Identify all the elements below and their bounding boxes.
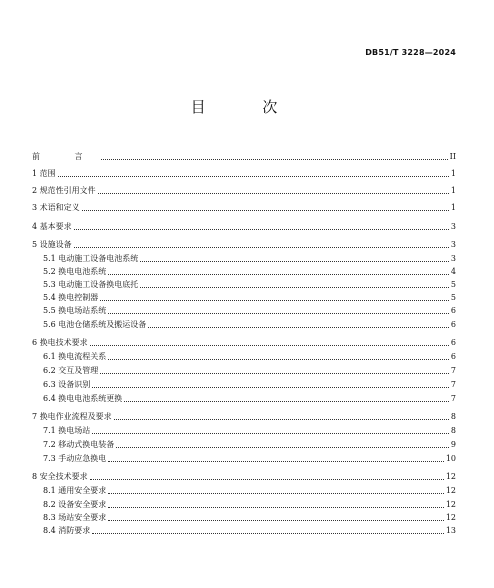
toc-entry[interactable]: [43, 306, 456, 316]
toc-entry-page: 4: [450, 267, 456, 276]
toc-entry-page: 13: [445, 526, 456, 535]
toc-entry[interactable]: [43, 394, 456, 404]
toc-entry-page: 7: [450, 380, 456, 389]
toc-entry[interactable]: [43, 440, 456, 450]
toc-leader-dots: [124, 400, 449, 402]
toc-leader-dots: [92, 532, 444, 534]
toc-entry[interactable]: [43, 366, 456, 376]
standard-code: DB51/T 3228—2024: [365, 48, 456, 57]
page-title: 目 次: [190, 98, 304, 116]
toc-entry[interactable]: [32, 152, 456, 162]
toc-entry[interactable]: [43, 513, 456, 523]
toc-entry-label: 8.3 场站安全要求: [43, 513, 107, 522]
toc-entry-page: 8: [450, 412, 456, 421]
toc-leader-dots: [108, 492, 444, 494]
toc-entry-label: 5.2 换电电池系统: [43, 267, 107, 276]
toc-entry[interactable]: [32, 203, 456, 213]
toc-entry[interactable]: [43, 293, 456, 303]
toc-entry-page: 6: [450, 320, 456, 329]
toc-entry-page: 6: [450, 338, 456, 347]
toc-leader-dots: [148, 326, 449, 328]
toc-entry-label: 前 言: [32, 152, 99, 161]
toc-entry-label: 6.2 交互及管理: [43, 366, 99, 375]
toc-entry[interactable]: [32, 186, 456, 196]
toc-entry-label: 7.3 手动应急换电: [43, 454, 107, 463]
toc-leader-dots: [108, 460, 444, 462]
toc-entry[interactable]: [43, 500, 456, 510]
toc-entry-page: 6: [450, 352, 456, 361]
toc-entry-label: 8 安全技术要求: [32, 472, 88, 481]
toc-entry[interactable]: [43, 320, 456, 330]
toc-leader-dots: [92, 386, 449, 388]
toc-entry-label: 8.1 通用安全要求: [43, 486, 107, 495]
toc-entry-label: 4 基本要求: [32, 222, 72, 231]
toc-entry-label: 5.4 换电控制器: [43, 293, 99, 302]
toc-entry-page: 7: [450, 366, 456, 375]
toc-leader-dots: [74, 246, 449, 248]
toc-leader-dots: [82, 209, 449, 211]
toc-leader-dots: [100, 372, 449, 374]
toc-entry[interactable]: [43, 426, 456, 436]
toc-entry-page: 3: [450, 222, 456, 231]
toc-leader-dots: [101, 158, 448, 160]
toc-entry-label: 6.1 换电流程关系: [43, 352, 107, 361]
toc-leader-dots: [114, 418, 449, 420]
toc-entry[interactable]: [43, 526, 456, 536]
toc-entry[interactable]: [43, 280, 456, 290]
toc-entry-page: II: [449, 152, 456, 161]
toc-leader-dots: [116, 446, 449, 448]
toc-entry[interactable]: [43, 486, 456, 496]
toc-leader-dots: [74, 228, 449, 230]
toc-entry-page: 9: [450, 440, 456, 449]
toc-leader-dots: [108, 519, 444, 521]
toc-entry-label: 8.2 设备安全要求: [43, 500, 107, 509]
toc-entry-label: 6 换电技术要求: [32, 338, 88, 347]
toc-entry-label: 6.3 设备识别: [43, 380, 91, 389]
toc-entry-label: 8.4 消防要求: [43, 526, 91, 535]
toc-entry[interactable]: [32, 338, 456, 348]
toc-leader-dots: [90, 478, 444, 480]
toc-leader-dots: [100, 299, 449, 301]
toc-leader-dots: [98, 192, 449, 194]
toc-entry-page: 12: [445, 500, 456, 509]
toc-entry-label: 5 设施设备: [32, 240, 72, 249]
toc-entry[interactable]: [43, 380, 456, 390]
toc-entry[interactable]: [43, 254, 456, 264]
toc-entry-page: 3: [450, 254, 456, 263]
toc-entry-page: 7: [450, 394, 456, 403]
toc-leader-dots: [92, 432, 449, 434]
toc-entry[interactable]: [32, 240, 456, 250]
toc-entry-page: 8: [450, 426, 456, 435]
toc-entry-page: 10: [445, 454, 456, 463]
toc-entry-page: 3: [450, 240, 456, 249]
toc-entry[interactable]: [32, 412, 456, 422]
toc-entry-label: 5.6 电池仓储系统及搬运设备: [43, 320, 147, 329]
toc-entry[interactable]: [32, 169, 456, 179]
toc-leader-dots: [140, 260, 449, 262]
toc-entry-page: 12: [445, 472, 456, 481]
toc-entry[interactable]: [32, 472, 456, 482]
toc-entry-label: 7 换电作业流程及要求: [32, 412, 112, 421]
toc-leader-dots: [58, 175, 449, 177]
toc-entry-label: 5.3 电动施工设备换电底托: [43, 280, 139, 289]
toc-entry-page: 1: [450, 169, 456, 178]
toc-entry-page: 5: [450, 280, 456, 289]
toc-entry-label: 1 范围: [32, 169, 56, 178]
toc-entry-label: 3 术语和定义: [32, 203, 80, 212]
toc-entry-label: 5.5 换电场站系统: [43, 306, 107, 315]
toc-entry[interactable]: [43, 454, 456, 464]
toc-entry-page: 1: [450, 203, 456, 212]
toc-entry-label: 6.4 换电电池系统更换: [43, 394, 123, 403]
toc-entry[interactable]: [43, 352, 456, 362]
toc-entry-label: 2 规范性引用文件: [32, 186, 96, 195]
toc-leader-dots: [90, 344, 449, 346]
toc-leader-dots: [108, 506, 444, 508]
toc-entry-page: 12: [445, 486, 456, 495]
toc-entry-label: 7.2 移动式换电装备: [43, 440, 115, 449]
toc-entry-label: 7.1 换电场站: [43, 426, 91, 435]
toc-leader-dots: [108, 312, 449, 314]
toc-entry-page: 12: [445, 513, 456, 522]
toc-entry[interactable]: [43, 267, 456, 277]
toc-entry-page: 6: [450, 306, 456, 315]
toc-leader-dots: [108, 358, 449, 360]
toc-entry[interactable]: [32, 222, 456, 232]
toc-leader-dots: [108, 273, 449, 275]
toc-entry-label: 5.1 电动施工设备电池系统: [43, 254, 139, 263]
toc-entry-page: 1: [450, 186, 456, 195]
toc-leader-dots: [140, 286, 449, 288]
toc-entry-page: 5: [450, 293, 456, 302]
